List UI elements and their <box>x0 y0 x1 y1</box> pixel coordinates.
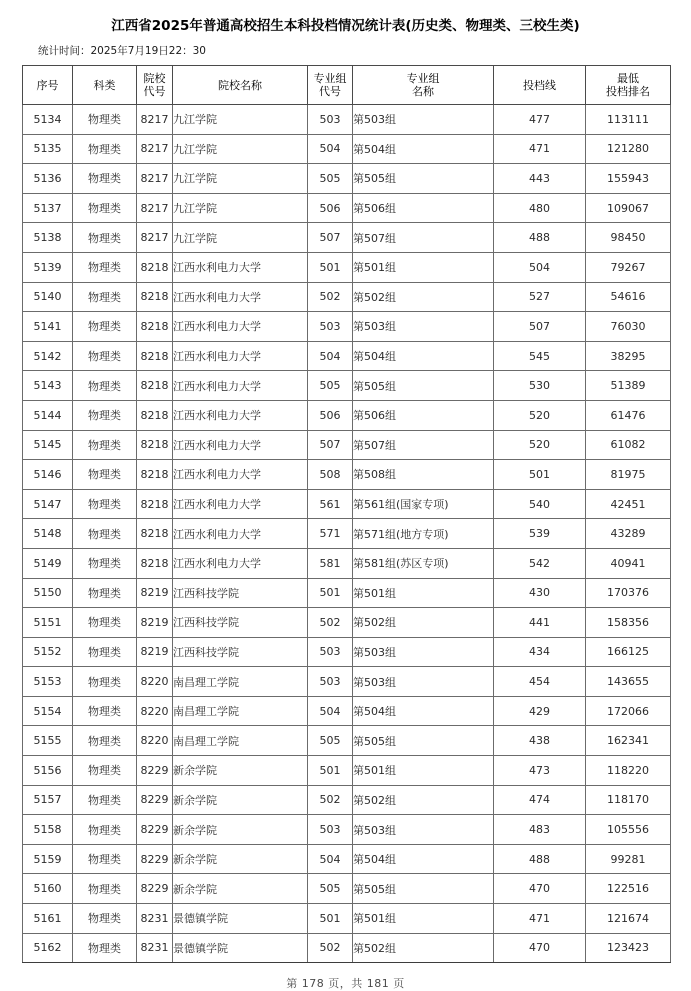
cell-sequence: 5151 <box>23 608 73 638</box>
cell-sequence: 5150 <box>23 578 73 608</box>
cell-sequence: 5143 <box>23 371 73 401</box>
cell-school-code: 8219 <box>137 637 173 667</box>
cell-sequence: 5141 <box>23 312 73 342</box>
cell-minimum-rank: 170376 <box>586 578 671 608</box>
cell-school-name: 景德镇学院 <box>173 933 308 963</box>
cell-sequence: 5136 <box>23 164 73 194</box>
cell-group-code: 506 <box>308 400 353 430</box>
cell-sequence: 5154 <box>23 696 73 726</box>
cell-minimum-rank: 40941 <box>586 548 671 578</box>
cell-score-line: 501 <box>494 460 586 490</box>
cell-school-code: 8231 <box>137 904 173 934</box>
cell-group-code: 505 <box>308 726 353 756</box>
cell-school-code: 8217 <box>137 193 173 223</box>
table-row <box>23 193 671 223</box>
cell-category: 物理类 <box>73 608 137 638</box>
cell-school-code: 8219 <box>137 608 173 638</box>
cell-score-line: 540 <box>494 489 586 519</box>
table-container <box>0 58 691 963</box>
cell-group-name: 第501组 <box>353 756 494 786</box>
cell-group-name: 第581组(苏区专项) <box>353 548 494 578</box>
cell-category: 物理类 <box>73 844 137 874</box>
cell-school-code: 8231 <box>137 933 173 963</box>
cell-score-line: 488 <box>494 223 586 253</box>
cell-group-code: 503 <box>308 667 353 697</box>
column-header-sequence <box>23 66 73 105</box>
cell-school-code: 8229 <box>137 756 173 786</box>
cell-minimum-rank: 79267 <box>586 252 671 282</box>
cell-school-name: 新余学院 <box>173 785 308 815</box>
cell-category: 物理类 <box>73 874 137 904</box>
cell-group-name: 第503组 <box>353 312 494 342</box>
table-row <box>23 608 671 638</box>
cell-sequence: 5155 <box>23 726 73 756</box>
cell-school-name: 江西水利电力大学 <box>173 548 308 578</box>
cell-score-line: 430 <box>494 578 586 608</box>
cell-group-code: 501 <box>308 252 353 282</box>
cell-minimum-rank: 99281 <box>586 844 671 874</box>
column-header-category <box>73 66 137 105</box>
table-row <box>23 696 671 726</box>
cell-group-code: 504 <box>308 696 353 726</box>
cell-group-name: 第504组 <box>353 844 494 874</box>
table-row <box>23 667 671 697</box>
cell-group-name: 第505组 <box>353 726 494 756</box>
cell-group-code: 502 <box>308 282 353 312</box>
cell-minimum-rank: 54616 <box>586 282 671 312</box>
cell-sequence: 5148 <box>23 519 73 549</box>
cell-group-name: 第502组 <box>353 785 494 815</box>
cell-school-code: 8218 <box>137 460 173 490</box>
cell-minimum-rank: 43289 <box>586 519 671 549</box>
table-row <box>23 933 671 963</box>
cell-score-line: 488 <box>494 844 586 874</box>
cell-minimum-rank: 123423 <box>586 933 671 963</box>
table-row <box>23 578 671 608</box>
table-row <box>23 785 671 815</box>
cell-school-code: 8229 <box>137 785 173 815</box>
column-header-minimum-rank-line2: 投档排名 <box>606 85 650 98</box>
column-header-school-code-line1: 院校 <box>143 72 166 85</box>
cell-school-name: 江西水利电力大学 <box>173 282 308 312</box>
cell-sequence: 5146 <box>23 460 73 490</box>
cell-score-line: 542 <box>494 548 586 578</box>
statistics-timestamp: 统计时间：2025年7月19日22：30 <box>38 45 206 57</box>
cell-school-name: 九江学院 <box>173 134 308 164</box>
cell-group-name: 第571组(地方专项) <box>353 519 494 549</box>
cell-category: 物理类 <box>73 904 137 934</box>
cell-group-code: 502 <box>308 785 353 815</box>
cell-score-line: 483 <box>494 815 586 845</box>
cell-group-code: 501 <box>308 756 353 786</box>
cell-score-line: 438 <box>494 726 586 756</box>
cell-school-name: 南昌理工学院 <box>173 667 308 697</box>
cell-category: 物理类 <box>73 223 137 253</box>
cell-minimum-rank: 61082 <box>586 430 671 460</box>
cell-group-code: 504 <box>308 341 353 371</box>
cell-minimum-rank: 98450 <box>586 223 671 253</box>
cell-minimum-rank: 109067 <box>586 193 671 223</box>
cell-group-code: 505 <box>308 164 353 194</box>
cell-score-line: 474 <box>494 785 586 815</box>
cell-sequence: 5147 <box>23 489 73 519</box>
cell-minimum-rank: 121674 <box>586 904 671 934</box>
cell-school-name: 江西水利电力大学 <box>173 460 308 490</box>
cell-group-name: 第501组 <box>353 904 494 934</box>
cell-minimum-rank: 166125 <box>586 637 671 667</box>
cell-group-code: 503 <box>308 312 353 342</box>
cell-score-line: 470 <box>494 933 586 963</box>
table-row <box>23 904 671 934</box>
cell-minimum-rank: 113111 <box>586 105 671 135</box>
cell-sequence: 5162 <box>23 933 73 963</box>
table-row <box>23 815 671 845</box>
cell-group-name: 第504组 <box>353 341 494 371</box>
column-header-score-line-label: 投档线 <box>523 78 556 92</box>
table-row <box>23 282 671 312</box>
cell-group-name: 第502组 <box>353 282 494 312</box>
cell-group-name: 第504组 <box>353 696 494 726</box>
cell-sequence: 5153 <box>23 667 73 697</box>
cell-group-name: 第507组 <box>353 223 494 253</box>
cell-group-name: 第506组 <box>353 193 494 223</box>
cell-group-name: 第505组 <box>353 371 494 401</box>
cell-score-line: 471 <box>494 134 586 164</box>
cell-minimum-rank: 143655 <box>586 667 671 697</box>
cell-group-code: 504 <box>308 134 353 164</box>
cell-school-name: 江西水利电力大学 <box>173 252 308 282</box>
cell-score-line: 429 <box>494 696 586 726</box>
table-row <box>23 430 671 460</box>
cell-school-name: 新余学院 <box>173 815 308 845</box>
cell-minimum-rank: 81975 <box>586 460 671 490</box>
cell-category: 物理类 <box>73 430 137 460</box>
admission-statistics-table <box>22 65 671 963</box>
cell-category: 物理类 <box>73 785 137 815</box>
cell-score-line: 477 <box>494 105 586 135</box>
cell-school-code: 8218 <box>137 341 173 371</box>
cell-school-code: 8218 <box>137 252 173 282</box>
cell-score-line: 507 <box>494 312 586 342</box>
cell-sequence: 5135 <box>23 134 73 164</box>
table-row <box>23 312 671 342</box>
table-row <box>23 164 671 194</box>
cell-score-line: 471 <box>494 904 586 934</box>
cell-group-name: 第503组 <box>353 667 494 697</box>
cell-school-code: 8218 <box>137 519 173 549</box>
table-row <box>23 341 671 371</box>
cell-school-code: 8219 <box>137 578 173 608</box>
table-header <box>23 66 671 105</box>
cell-group-name: 第503组 <box>353 105 494 135</box>
cell-sequence: 5145 <box>23 430 73 460</box>
cell-minimum-rank: 51389 <box>586 371 671 401</box>
table-row <box>23 489 671 519</box>
cell-sequence: 5157 <box>23 785 73 815</box>
cell-sequence: 5140 <box>23 282 73 312</box>
cell-category: 物理类 <box>73 756 137 786</box>
cell-sequence: 5152 <box>23 637 73 667</box>
cell-group-name: 第501组 <box>353 578 494 608</box>
cell-school-name: 新余学院 <box>173 756 308 786</box>
cell-category: 物理类 <box>73 460 137 490</box>
cell-group-code: 571 <box>308 519 353 549</box>
cell-score-line: 527 <box>494 282 586 312</box>
cell-group-name: 第501组 <box>353 252 494 282</box>
cell-score-line: 504 <box>494 252 586 282</box>
cell-score-line: 441 <box>494 608 586 638</box>
column-header-group-name-line1: 专业组 <box>406 72 440 85</box>
cell-group-name: 第505组 <box>353 874 494 904</box>
cell-category: 物理类 <box>73 578 137 608</box>
cell-school-code: 8229 <box>137 815 173 845</box>
cell-minimum-rank: 155943 <box>586 164 671 194</box>
cell-group-code: 505 <box>308 874 353 904</box>
cell-group-name: 第561组(国家专项) <box>353 489 494 519</box>
cell-school-name: 九江学院 <box>173 223 308 253</box>
cell-category: 物理类 <box>73 548 137 578</box>
cell-category: 物理类 <box>73 341 137 371</box>
cell-school-code: 8220 <box>137 667 173 697</box>
cell-school-name: 九江学院 <box>173 105 308 135</box>
cell-school-code: 8217 <box>137 134 173 164</box>
table-row <box>23 223 671 253</box>
column-header-group-code <box>308 66 353 105</box>
cell-sequence: 5138 <box>23 223 73 253</box>
cell-category: 物理类 <box>73 193 137 223</box>
cell-school-name: 新余学院 <box>173 844 308 874</box>
column-header-group-name-line2: 名称 <box>412 85 434 98</box>
cell-group-code: 507 <box>308 223 353 253</box>
cell-category: 物理类 <box>73 726 137 756</box>
table-row <box>23 756 671 786</box>
cell-group-code: 561 <box>308 489 353 519</box>
cell-category: 物理类 <box>73 815 137 845</box>
column-header-school-name-label: 院校名称 <box>218 78 262 92</box>
table-row <box>23 252 671 282</box>
cell-minimum-rank: 158356 <box>586 608 671 638</box>
cell-school-name: 九江学院 <box>173 193 308 223</box>
cell-minimum-rank: 121280 <box>586 134 671 164</box>
cell-category: 物理类 <box>73 164 137 194</box>
cell-minimum-rank: 42451 <box>586 489 671 519</box>
cell-sequence: 5161 <box>23 904 73 934</box>
cell-school-code: 8220 <box>137 696 173 726</box>
cell-school-name: 江西水利电力大学 <box>173 519 308 549</box>
cell-group-code: 505 <box>308 371 353 401</box>
cell-school-name: 江西科技学院 <box>173 608 308 638</box>
table-row <box>23 548 671 578</box>
column-header-sequence-label: 序号 <box>36 78 59 92</box>
column-header-category-label: 科类 <box>93 78 116 92</box>
cell-school-code: 8218 <box>137 312 173 342</box>
cell-group-code: 506 <box>308 193 353 223</box>
cell-school-name: 南昌理工学院 <box>173 726 308 756</box>
cell-school-name: 南昌理工学院 <box>173 696 308 726</box>
cell-sequence: 5149 <box>23 548 73 578</box>
cell-score-line: 443 <box>494 164 586 194</box>
cell-sequence: 5156 <box>23 756 73 786</box>
cell-score-line: 434 <box>494 637 586 667</box>
cell-score-line: 520 <box>494 430 586 460</box>
cell-category: 物理类 <box>73 134 137 164</box>
column-header-group-name <box>353 66 494 105</box>
table-row <box>23 371 671 401</box>
column-header-school-name <box>173 66 308 105</box>
cell-score-line: 454 <box>494 667 586 697</box>
column-header-score-line <box>494 66 586 105</box>
cell-school-name: 江西水利电力大学 <box>173 341 308 371</box>
cell-minimum-rank: 38295 <box>586 341 671 371</box>
cell-sequence: 5144 <box>23 400 73 430</box>
cell-sequence: 5139 <box>23 252 73 282</box>
cell-group-name: 第508组 <box>353 460 494 490</box>
column-header-minimum-rank <box>586 66 671 105</box>
cell-category: 物理类 <box>73 637 137 667</box>
cell-minimum-rank: 172066 <box>586 696 671 726</box>
table-row <box>23 460 671 490</box>
column-header-school-code <box>137 66 173 105</box>
table-row <box>23 134 671 164</box>
cell-group-code: 503 <box>308 637 353 667</box>
cell-group-name: 第505组 <box>353 164 494 194</box>
cell-group-name: 第503组 <box>353 815 494 845</box>
cell-school-code: 8229 <box>137 874 173 904</box>
cell-sequence: 5159 <box>23 844 73 874</box>
cell-school-name: 新余学院 <box>173 874 308 904</box>
cell-school-code: 8218 <box>137 400 173 430</box>
cell-school-name: 江西水利电力大学 <box>173 371 308 401</box>
cell-group-code: 507 <box>308 430 353 460</box>
cell-category: 物理类 <box>73 667 137 697</box>
page-footer: 第 178 页，共 181 页 <box>286 977 405 991</box>
cell-category: 物理类 <box>73 696 137 726</box>
table-row <box>23 844 671 874</box>
table-row <box>23 105 671 135</box>
cell-minimum-rank: 122516 <box>586 874 671 904</box>
table-body <box>23 105 671 963</box>
table-row <box>23 874 671 904</box>
cell-score-line: 539 <box>494 519 586 549</box>
cell-minimum-rank: 118220 <box>586 756 671 786</box>
cell-group-code: 503 <box>308 815 353 845</box>
cell-category: 物理类 <box>73 252 137 282</box>
cell-category: 物理类 <box>73 371 137 401</box>
cell-school-name: 江西水利电力大学 <box>173 430 308 460</box>
cell-minimum-rank: 76030 <box>586 312 671 342</box>
cell-school-code: 8217 <box>137 105 173 135</box>
cell-group-name: 第502组 <box>353 933 494 963</box>
cell-school-code: 8217 <box>137 164 173 194</box>
cell-group-name: 第504组 <box>353 134 494 164</box>
cell-category: 物理类 <box>73 400 137 430</box>
cell-category: 物理类 <box>73 519 137 549</box>
cell-minimum-rank: 105556 <box>586 815 671 845</box>
cell-score-line: 480 <box>494 193 586 223</box>
cell-sequence: 5142 <box>23 341 73 371</box>
cell-school-code: 8218 <box>137 282 173 312</box>
cell-score-line: 530 <box>494 371 586 401</box>
cell-group-code: 504 <box>308 844 353 874</box>
table-row <box>23 637 671 667</box>
cell-category: 物理类 <box>73 489 137 519</box>
cell-school-code: 8218 <box>137 489 173 519</box>
cell-group-code: 581 <box>308 548 353 578</box>
table-header-row <box>23 66 671 105</box>
column-header-group-code-line2: 代号 <box>319 85 341 98</box>
cell-group-name: 第506组 <box>353 400 494 430</box>
cell-group-name: 第502组 <box>353 608 494 638</box>
cell-sequence: 5134 <box>23 105 73 135</box>
cell-group-code: 508 <box>308 460 353 490</box>
cell-category: 物理类 <box>73 933 137 963</box>
page-title: 江西省2025年普通高校招生本科投档情况统计表(历史类、物理类、三校生类) <box>111 18 580 34</box>
table-row <box>23 519 671 549</box>
column-header-minimum-rank-line1: 最低 <box>617 72 639 85</box>
table-row <box>23 726 671 756</box>
cell-school-code: 8229 <box>137 844 173 874</box>
cell-score-line: 473 <box>494 756 586 786</box>
column-header-group-code-line1: 专业组 <box>313 72 347 85</box>
column-header-school-code-line2: 代号 <box>143 85 166 98</box>
cell-sequence: 5158 <box>23 815 73 845</box>
cell-group-code: 502 <box>308 608 353 638</box>
cell-school-name: 江西水利电力大学 <box>173 400 308 430</box>
cell-score-line: 520 <box>494 400 586 430</box>
cell-school-name: 江西水利电力大学 <box>173 489 308 519</box>
cell-school-code: 8218 <box>137 430 173 460</box>
table-row <box>23 400 671 430</box>
cell-school-name: 景德镇学院 <box>173 904 308 934</box>
cell-sequence: 5137 <box>23 193 73 223</box>
cell-group-name: 第503组 <box>353 637 494 667</box>
cell-minimum-rank: 61476 <box>586 400 671 430</box>
cell-minimum-rank: 118170 <box>586 785 671 815</box>
cell-sequence: 5160 <box>23 874 73 904</box>
cell-score-line: 470 <box>494 874 586 904</box>
cell-school-code: 8218 <box>137 371 173 401</box>
cell-category: 物理类 <box>73 105 137 135</box>
cell-group-code: 501 <box>308 578 353 608</box>
cell-school-name: 江西科技学院 <box>173 637 308 667</box>
cell-group-code: 502 <box>308 933 353 963</box>
cell-group-code: 503 <box>308 105 353 135</box>
cell-school-code: 8217 <box>137 223 173 253</box>
cell-group-code: 501 <box>308 904 353 934</box>
cell-school-code: 8218 <box>137 548 173 578</box>
cell-group-name: 第507组 <box>353 430 494 460</box>
cell-score-line: 545 <box>494 341 586 371</box>
cell-school-name: 九江学院 <box>173 164 308 194</box>
cell-school-name: 江西水利电力大学 <box>173 312 308 342</box>
cell-minimum-rank: 162341 <box>586 726 671 756</box>
cell-school-code: 8220 <box>137 726 173 756</box>
cell-category: 物理类 <box>73 312 137 342</box>
cell-category: 物理类 <box>73 282 137 312</box>
cell-school-name: 江西科技学院 <box>173 578 308 608</box>
